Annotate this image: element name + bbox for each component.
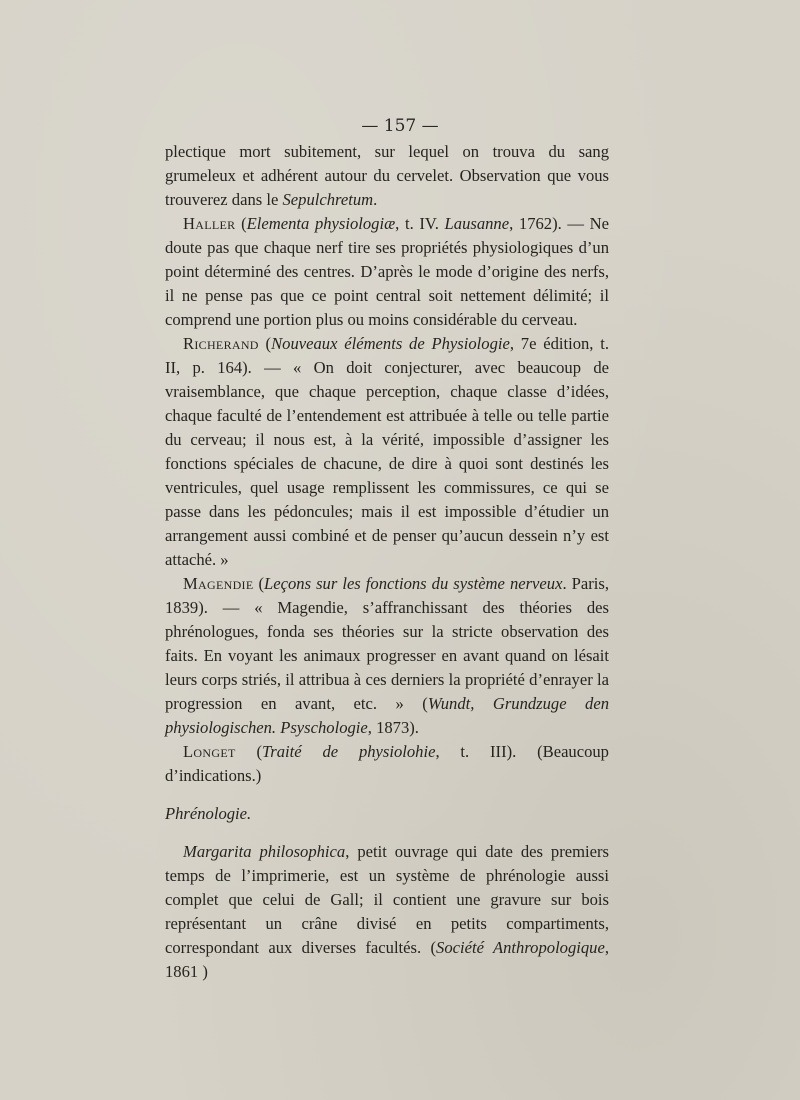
author-name: Richerand bbox=[183, 334, 259, 353]
text-span: ( bbox=[258, 334, 272, 353]
section-heading: Phrénologie. bbox=[165, 804, 252, 823]
text-span: . bbox=[373, 190, 378, 209]
book-title: Nouveaux éléments de Physiologie bbox=[271, 334, 510, 353]
paragraph-continuation bbox=[165, 140, 609, 212]
paragraph-haller bbox=[165, 212, 609, 332]
page-number: — 157 — bbox=[361, 116, 439, 136]
reference-title: Wundt, Grundzuge den physiologischen. Psyschologie bbox=[165, 694, 610, 737]
paragraph-margarita bbox=[165, 840, 609, 984]
text-block bbox=[165, 140, 609, 984]
author-name: Magendie bbox=[183, 574, 254, 593]
author-name: Haller bbox=[183, 214, 236, 233]
text-span: ( bbox=[235, 742, 262, 761]
text-span: , t. III). (Beaucoup d’indications.) bbox=[165, 742, 609, 785]
text-span: . Paris, 1839). — « Magendie, s’affranchissant des théories des phrénologues, fonda ses théories sur la stricte observation des faits. En voyant les animaux progresser en avant quand on lésait leurs corps striés, il attribua à ces derniers la propriété d’enrayer la progression en avant, etc. » ( bbox=[165, 574, 609, 713]
text-span: plectique mort subitement, sur lequel on trouva du sang grumeleux et adhérent autour du cervelet. Observation que vous trouverez dans le bbox=[165, 142, 609, 209]
text-span: , 1861 ) bbox=[165, 938, 609, 981]
paragraph-richerand bbox=[165, 332, 609, 572]
book-title: Sepulchretum bbox=[282, 190, 374, 209]
place-name: Lausanne bbox=[444, 214, 510, 233]
text-span: , 7e édition, t. II, p. 164). — « On doit conjecturer, avec beaucoup de vraisemblance, que chaque perception, chaque classe d’idées, chaque faculté de l’entendement est attribuée à telle ou telle partie du cerveau; il nous est, à la vérité, impossible d’assigner les fonctions spéciales de chacune, de dire à quoi sont destinés les ventricules, quel usage remplissent les commissures, ce qui se passe dans les pédoncules; mais il est impossible d’étudier un arrangement aussi combiné et de penser qu’aucun dessein n’y est attaché. » bbox=[165, 334, 609, 569]
text-span: , t. IV. bbox=[395, 214, 445, 233]
text-span: , 1762). — Ne doute pas que chaque nerf tire ses propriétés physiologiques d’un point déterminé des centres. D’après le mode d’origine des nerfs, il ne pense pas que ce point central soit nettement délimité; il comprend une portion plus ou moins considérable du cerveau. bbox=[165, 214, 609, 329]
text-span: , petit ouvrage qui date des premiers temps de l’imprimerie, est un système de phrénologie aussi complet que celui de Gall; il contient une gravure sur bois représentant un crâne divisé en petits compartiments, correspondant aux diverses facultés. ( bbox=[165, 842, 609, 957]
text-span: , 1873). bbox=[367, 718, 419, 737]
paragraph-magendie bbox=[165, 572, 609, 740]
book-title: Traité de physiolohie bbox=[261, 742, 436, 761]
text-span: ( bbox=[253, 574, 265, 593]
book-title: Margarita philosophica bbox=[183, 842, 346, 861]
author-name: Longet bbox=[183, 742, 236, 761]
book-title: Leçons sur les fonctions du système nerveux bbox=[264, 574, 563, 593]
paragraph-longet bbox=[165, 740, 609, 788]
text-span: ( bbox=[235, 214, 247, 233]
book-title: Elementa physiologiæ bbox=[246, 214, 396, 233]
reference-title: Société Anthropologique bbox=[436, 938, 605, 957]
